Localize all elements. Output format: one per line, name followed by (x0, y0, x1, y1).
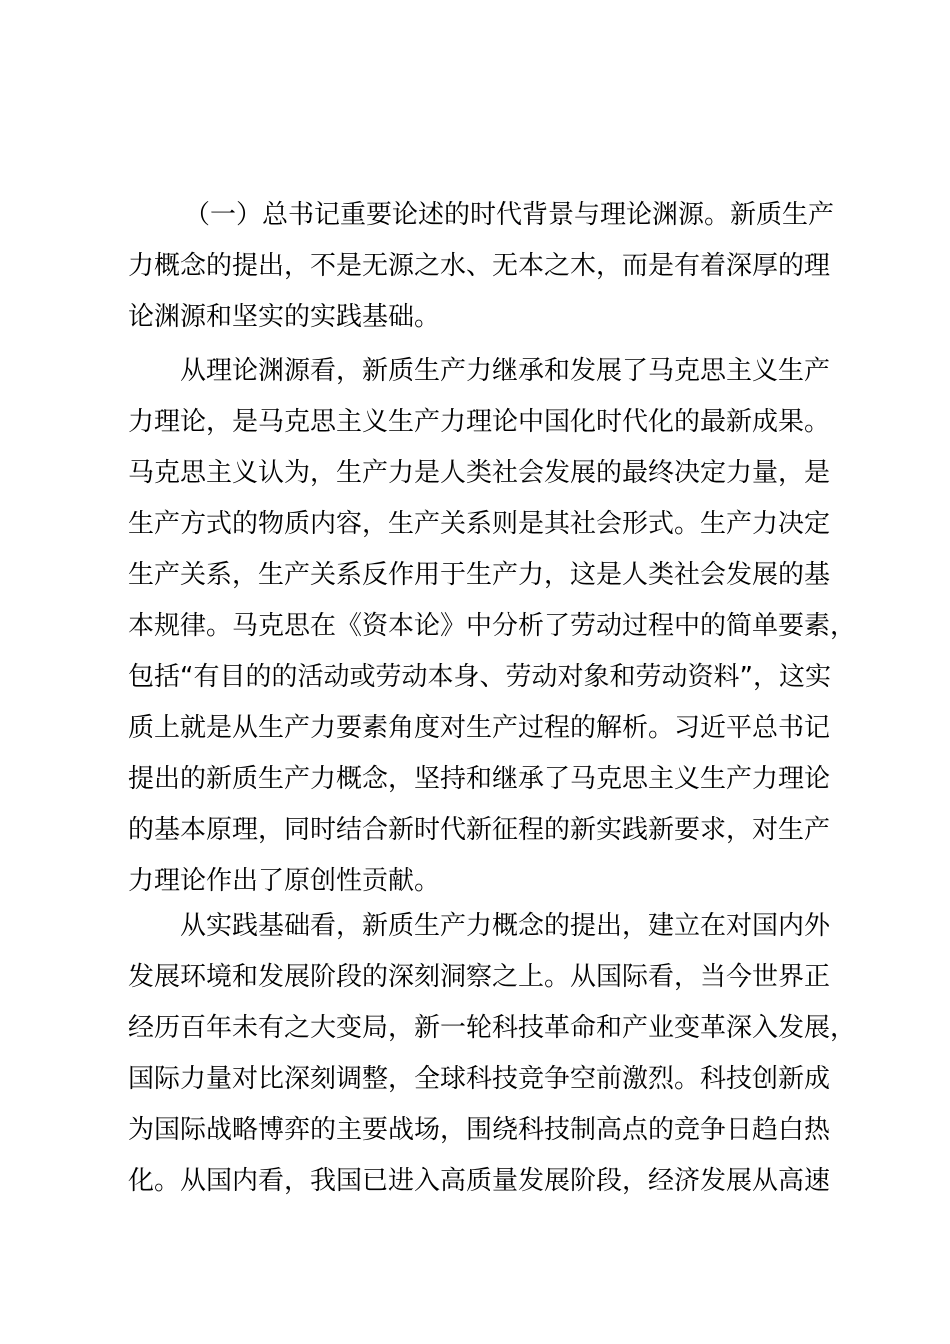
paragraph-line: 力理论作出了原创性贡献。 (128, 866, 441, 896)
paragraph-line: 包括“有目的的活动或劳动本身、劳动对象和劳动资料”，这实 (128, 662, 831, 692)
paragraph-line: （一）总书记重要论述的时代背景与理论渊源。新质生产 (184, 200, 835, 230)
paragraph-line: 生产方式的物质内容，生产关系则是其社会形式。生产力决定 (128, 509, 831, 539)
paragraph-line: 提出的新质生产力概念，坚持和继承了马克思主义生产力理论 (128, 764, 831, 794)
paragraph-practice-basis (128, 901, 857, 1207)
paragraph-line: 国际力量对比深刻调整，全球科技竞争空前激烈。科技创新成 (128, 1064, 831, 1094)
paragraph-line: 质上就是从生产力要素角度对生产过程的解析。习近平总书记 (128, 713, 831, 743)
paragraph-line: 生产关系，生产关系反作用于生产力，这是人类社会发展的基 (128, 560, 831, 590)
paragraph-line: 从实践基础看，新质生产力概念的提出，建立在对国内外 (180, 911, 831, 941)
paragraph-line: 力概念的提出，不是无源之水、无本之木，而是有着深厚的理 (128, 251, 831, 281)
paragraph-line: 的基本原理，同时结合新时代新征程的新实践新要求，对生产 (128, 815, 831, 845)
paragraph-theory-origin (128, 346, 857, 907)
paragraph-line: 从理论渊源看，新质生产力继承和发展了马克思主义生产 (180, 356, 831, 386)
paragraph-section-heading (128, 190, 835, 343)
paragraph-line: 经历百年未有之大变局，新一轮科技革命和产业变革深入发展， (128, 1013, 857, 1043)
paragraph-line: 力理论，是马克思主义生产力理论中国化时代化的最新成果。 (128, 407, 831, 437)
paragraph-line: 论渊源和坚实的实践基础。 (128, 302, 441, 332)
paragraph-line: 发展环境和发展阶段的深刻洞察之上。从国际看，当今世界正 (128, 962, 831, 992)
paragraph-line: 为国际战略博弈的主要战场，围绕科技制高点的竞争日趋白热 (128, 1115, 831, 1145)
paragraph-line: 马克思主义认为，生产力是人类社会发展的最终决定力量，是 (128, 458, 831, 488)
paragraph-line: 化。从国内看，我国已进入高质量发展阶段，经济发展从高速 (128, 1166, 831, 1196)
paragraph-line: 本规律。马克思在《资本论》中分析了劳动过程中的简单要素， (128, 611, 857, 641)
